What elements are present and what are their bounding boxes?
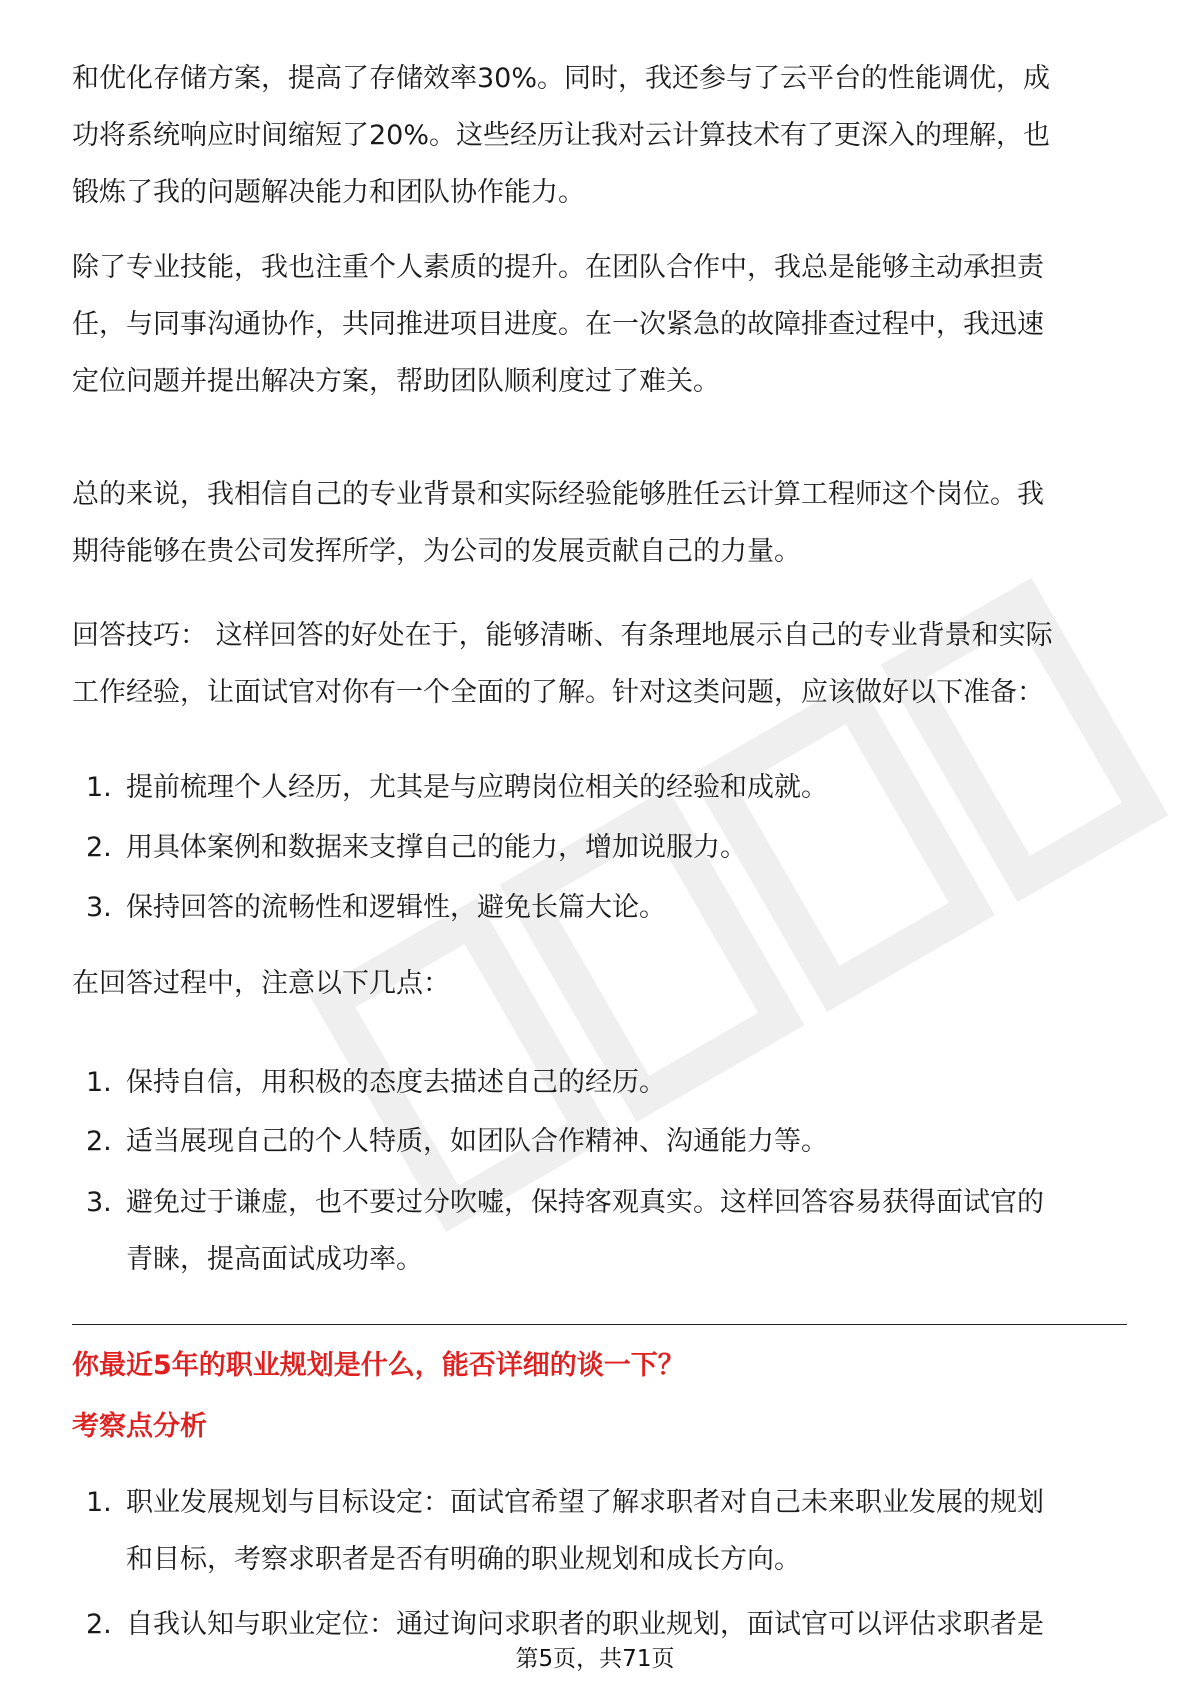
list-item-text: 青睐，提高面试成功率。 bbox=[126, 1244, 423, 1275]
list-item bbox=[72, 761, 1122, 821]
text-line: 任，与同事沟通协作，共同推进项目进度。在一次紧急的故障排查过程中，我迅速 bbox=[72, 309, 1044, 340]
list-item-text: 提前梳理个人经历，尤其是与应聘岗位相关的经验和成就。 bbox=[126, 772, 828, 803]
answer-tips-paragraph bbox=[72, 607, 1122, 721]
list-number: 3. bbox=[86, 892, 112, 923]
text-line: 回答技巧： 这样回答的好处在于，能够清晰、有条理地展示自己的专业背景和实际 bbox=[72, 620, 1053, 651]
text-line: 锻炼了我的问题解决能力和团队协作能力。 bbox=[72, 177, 585, 208]
list-item-text: 自我认知与职业定位：通过询问求职者的职业规划，面试官可以评估求职者是 bbox=[126, 1609, 1044, 1640]
list-number: 3. bbox=[86, 1187, 112, 1218]
page-number: 第5页，共71页 bbox=[515, 1646, 675, 1672]
list-number: 1. bbox=[86, 772, 112, 803]
list-item-text: 保持自信，用积极的态度去描述自己的经历。 bbox=[126, 1067, 666, 1098]
list-number: 1. bbox=[86, 1487, 112, 1518]
list-number: 2. bbox=[86, 1609, 112, 1640]
notes-intro-paragraph bbox=[72, 955, 1122, 1012]
list-item-text: 保持回答的流畅性和逻辑性，避免长篇大论。 bbox=[126, 892, 666, 923]
list-item bbox=[72, 1474, 1122, 1596]
body-paragraph-1 bbox=[72, 50, 1122, 221]
list-number: 2. bbox=[86, 1126, 112, 1157]
list-item bbox=[72, 1174, 1122, 1292]
text-line: 定位问题并提出解决方案，帮助团队顺利度过了难关。 bbox=[72, 366, 720, 397]
analysis-list bbox=[72, 1474, 1122, 1653]
list-item bbox=[72, 1056, 1122, 1115]
section-divider bbox=[72, 1324, 1127, 1325]
body-paragraph-3 bbox=[72, 466, 1122, 580]
text-line: 功将系统响应时间缩短了20%。这些经历让我对云计算技术有了更深入的理解，也 bbox=[72, 120, 1051, 151]
list-number: 1. bbox=[86, 1067, 112, 1098]
analysis-subheading: 考察点分析 bbox=[72, 1411, 207, 1442]
text-line: 期待能够在贵公司发挥所学，为公司的发展贡献自己的力量。 bbox=[72, 536, 801, 567]
list-item-text: 职业发展规划与目标设定：面试官希望了解求职者对自己未来职业发展的规划 bbox=[126, 1487, 1044, 1518]
list-item bbox=[72, 821, 1122, 881]
question-heading: 你最近5年的职业规划是什么，能否详细的谈一下？ bbox=[72, 1350, 685, 1381]
list-number: 2. bbox=[86, 832, 112, 863]
list-item-text: 用具体案例和数据来支撑自己的能力，增加说服力。 bbox=[126, 832, 747, 863]
list-item-text: 适当展现自己的个人特质，如团队合作精神、沟通能力等。 bbox=[126, 1126, 828, 1157]
text-line: 除了专业技能，我也注重个人素质的提升。在团队合作中，我总是能够主动承担责 bbox=[72, 252, 1044, 283]
text-line: 和优化存储方案，提高了存储效率30%。同时，我还参与了云平台的性能调优，成 bbox=[72, 63, 1051, 94]
list-item bbox=[72, 1115, 1122, 1174]
preparation-list bbox=[72, 761, 1122, 941]
body-paragraph-2 bbox=[72, 239, 1122, 410]
list-item-text: 和目标，考察求职者是否有明确的职业规划和成长方向。 bbox=[126, 1544, 801, 1575]
text-line: 工作经验，让面试官对你有一个全面的了解。针对这类问题，应该做好以下准备： bbox=[72, 677, 1044, 708]
notes-list bbox=[72, 1056, 1122, 1292]
text-line: 在回答过程中，注意以下几点： bbox=[72, 968, 450, 999]
text-line: 总的来说，我相信自己的专业背景和实际经验能够胜任云计算工程师这个岗位。我 bbox=[72, 479, 1044, 510]
list-item bbox=[72, 881, 1122, 941]
list-item-text: 避免过于谦虚，也不要过分吹嘘，保持客观真实。这样回答容易获得面试官的 bbox=[126, 1187, 1044, 1218]
